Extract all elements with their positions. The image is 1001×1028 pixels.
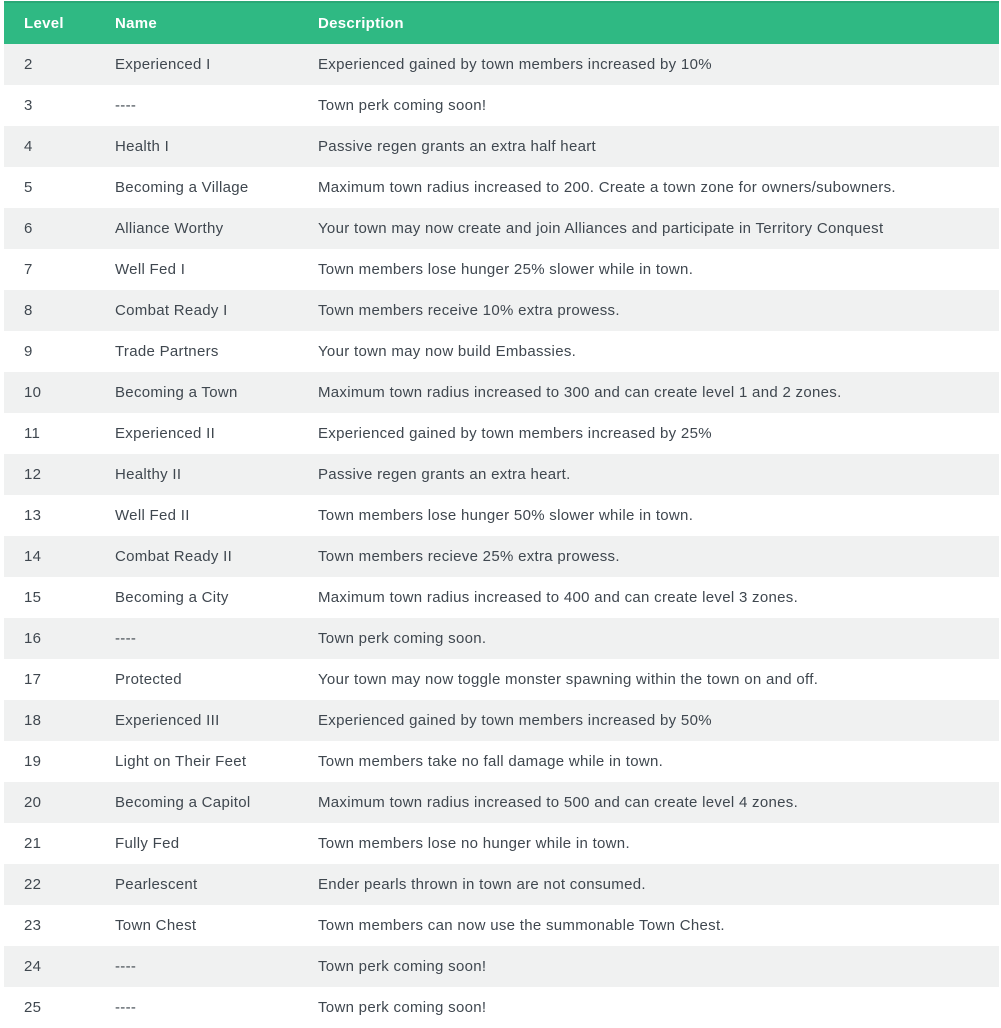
table-row: [4, 987, 999, 1028]
cell-name: Becoming a Village: [115, 179, 249, 196]
table-row: [4, 413, 999, 454]
cell-level: 6: [24, 220, 33, 237]
cell-name: Combat Ready II: [115, 548, 233, 565]
cell-description: Town members receive 10% extra prowess.: [318, 302, 620, 319]
cell-name: Health I: [115, 138, 170, 155]
cell-name: ----: [115, 630, 137, 647]
table-row: [4, 536, 999, 577]
cell-level: 17: [24, 671, 42, 688]
cell-description: Town members can now use the summonable Town Chest.: [318, 917, 725, 934]
table-row: [4, 290, 999, 331]
cell-description: Maximum town radius increased to 400 and can create level 3 zones.: [318, 589, 799, 606]
header-cell-level: Level: [24, 15, 64, 32]
table-row: [4, 946, 999, 987]
cell-description: Maximum town radius increased to 200. Create a town zone for owners/subowners.: [318, 179, 896, 196]
cell-description: Passive regen grants an extra heart.: [318, 466, 571, 483]
cell-level: 8: [24, 302, 33, 319]
table-row: [4, 126, 999, 167]
cell-name: Becoming a City: [115, 589, 229, 606]
table-row: [4, 577, 999, 618]
cell-level: 3: [24, 97, 33, 114]
cell-level: 19: [24, 753, 42, 770]
cell-level: 14: [24, 548, 42, 565]
cell-name: Well Fed I: [115, 261, 186, 278]
table-row: [4, 618, 999, 659]
cell-description: Town perk coming soon!: [318, 97, 487, 114]
table-row: [4, 864, 999, 905]
cell-name: Well Fed II: [115, 507, 190, 524]
cell-description: Town perk coming soon!: [318, 999, 487, 1016]
cell-level: 10: [24, 384, 42, 401]
cell-name: Pearlescent: [115, 876, 198, 893]
cell-level: 12: [24, 466, 42, 483]
cell-name: Protected: [115, 671, 182, 688]
cell-level: 25: [24, 999, 42, 1016]
cell-name: Becoming a Town: [115, 384, 238, 401]
cell-level: 22: [24, 876, 42, 893]
cell-name: Light on Their Feet: [115, 753, 247, 770]
table-row: [4, 454, 999, 495]
cell-description: Town members recieve 25% extra prowess.: [318, 548, 620, 565]
cell-level: 4: [24, 138, 33, 155]
cell-level: 15: [24, 589, 42, 606]
cell-description: Passive regen grants an extra half heart: [318, 138, 596, 155]
cell-name: Becoming a Capitol: [115, 794, 251, 811]
cell-level: 16: [24, 630, 42, 647]
table-row: [4, 167, 999, 208]
cell-name: Experienced III: [115, 712, 220, 729]
table-row: [4, 372, 999, 413]
cell-name: ----: [115, 999, 137, 1016]
header-cell-name: Name: [115, 15, 158, 32]
cell-level: 7: [24, 261, 33, 278]
cell-level: 20: [24, 794, 42, 811]
cell-name: Healthy II: [115, 466, 182, 483]
table-row: [4, 782, 999, 823]
table-row: [4, 495, 999, 536]
cell-name: Experienced I: [115, 56, 211, 73]
table-row: [4, 905, 999, 946]
cell-level: 9: [24, 343, 33, 360]
cell-description: Experienced gained by town members increased by 50%: [318, 712, 712, 729]
table-row: [4, 208, 999, 249]
cell-name: Fully Fed: [115, 835, 180, 852]
cell-level: 11: [24, 425, 41, 442]
cell-description: Your town may now toggle monster spawning within the town on and off.: [318, 671, 819, 688]
town-perks-table: [4, 1, 999, 1028]
cell-description: Town perk coming soon.: [318, 630, 487, 647]
cell-name: Combat Ready I: [115, 302, 228, 319]
cell-level: 2: [24, 56, 33, 73]
table-row: [4, 741, 999, 782]
table-body: [4, 44, 999, 1028]
cell-description: Town members take no fall damage while in town.: [318, 753, 664, 770]
cell-description: Experienced gained by town members increased by 10%: [318, 56, 712, 73]
cell-description: Ender pearls thrown in town are not consumed.: [318, 876, 646, 893]
cell-name: Trade Partners: [115, 343, 219, 360]
cell-level: 24: [24, 958, 42, 975]
table-row: [4, 249, 999, 290]
cell-description: Maximum town radius increased to 500 and can create level 4 zones.: [318, 794, 799, 811]
header-cell-description: Description: [318, 15, 404, 32]
table-row: [4, 331, 999, 372]
cell-name: Experienced II: [115, 425, 216, 442]
cell-name: ----: [115, 958, 137, 975]
cell-description: Town members lose hunger 25% slower while in town.: [318, 261, 694, 278]
cell-description: Maximum town radius increased to 300 and can create level 1 and 2 zones.: [318, 384, 842, 401]
cell-level: 18: [24, 712, 42, 729]
table-header: [4, 1, 999, 44]
cell-description: Your town may now create and join Alliances and participate in Territory Conquest: [318, 220, 884, 237]
cell-name: Town Chest: [115, 917, 197, 934]
cell-name: ----: [115, 97, 137, 114]
table-row: [4, 823, 999, 864]
cell-description: Your town may now build Embassies.: [318, 343, 577, 360]
cell-description: Town members lose no hunger while in town.: [318, 835, 630, 852]
table-row: [4, 700, 999, 741]
cell-level: 13: [24, 507, 42, 524]
table-row: [4, 44, 999, 85]
cell-level: 5: [24, 179, 33, 196]
cell-description: Town members lose hunger 50% slower while in town.: [318, 507, 694, 524]
cell-level: 23: [24, 917, 42, 934]
cell-name: Alliance Worthy: [115, 220, 224, 237]
table-row: [4, 659, 999, 700]
cell-level: 21: [24, 835, 42, 852]
cell-description: Experienced gained by town members increased by 25%: [318, 425, 712, 442]
cell-description: Town perk coming soon!: [318, 958, 487, 975]
table-row: [4, 85, 999, 126]
